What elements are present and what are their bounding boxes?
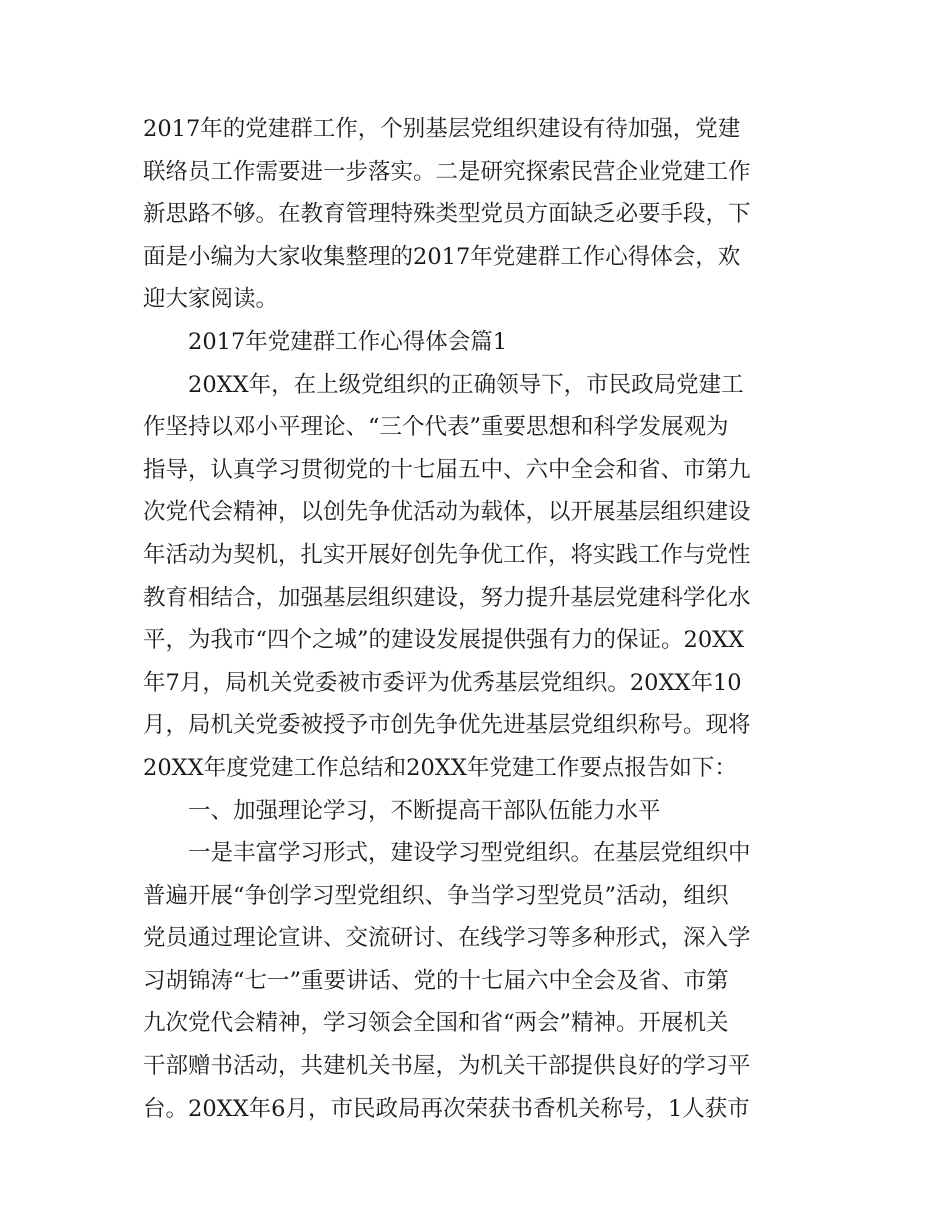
text-line: 指导，认真学习贯彻党的十七届五中、六中全会和省、市第九	[143, 456, 751, 483]
text-line: 20XX年度党建工作总结和20XX年党建工作要点报告如下：	[143, 754, 737, 781]
text-line: 习胡锦涛“七一”重要讲话、党的十七届六中全会及省、市第	[143, 967, 729, 994]
text-line: 党员通过理论宣讲、交流研讨、在线学习等多种形式，深入学	[143, 925, 751, 952]
text-line: 次党代会精神，以创先争优活动为载体，以开展基层组织建设	[143, 499, 751, 526]
text-line: 迎大家阅读。	[143, 286, 279, 313]
text-line: 月，局机关党委被授予市创先争优先进基层党组织称号。现将	[143, 712, 751, 739]
text-line: 面是小编为大家收集整理的2017年党建群工作心得体会，欢	[143, 243, 741, 270]
text-line: 教育相结合，加强基层组织建设，努力提升基层党建科学化水	[143, 584, 751, 611]
text-line: 2017年党建群工作心得体会篇1	[188, 328, 508, 355]
text-line: 新思路不够。在教育管理特殊类型党员方面缺乏必要手段，下	[143, 201, 751, 228]
text-line: 普遍开展“争创学习型党组织、争当学习型党员”活动，组织	[143, 882, 729, 909]
text-line: 联络员工作需要进一步落实。二是研究探索民营企业党建工作	[143, 158, 751, 185]
text-line: 2017年的党建群工作，个别基层党组织建设有待加强，党建	[143, 116, 741, 142]
document-body	[143, 108, 815, 1130]
text-line: 一是丰富学习形式，建设学习型党组织。在基层党组织中	[188, 840, 751, 867]
text-line: 九次党代会精神，学习领会全国和省“两会”精神。开展机关	[143, 1010, 729, 1037]
text-line: 20XX年，在上级党组织的正确领导下，市民政局党建工	[188, 371, 744, 398]
text-line: 年7月，局机关党委被市委评为优秀基层党组织。20XX年10	[143, 669, 742, 696]
text-line: 台。20XX年6月，市民政局再次荣获书香机关称号，1人获市	[143, 1095, 750, 1122]
text-line: 干部赠书活动，共建机关书屋，为机关干部提供良好的学习平	[143, 1053, 751, 1080]
text-line: 作坚持以邓小平理论、“三个代表”重要思想和科学发展观为	[143, 414, 729, 441]
text-line: 一、加强理论学习，不断提高干部队伍能力水平	[188, 797, 661, 824]
text-line: 平，为我市“四个之城”的建设发展提供强有力的保证。20XX	[143, 627, 745, 654]
text-line: 年活动为契机，扎实开展好创先争优工作，将实践工作与党性	[143, 541, 751, 568]
